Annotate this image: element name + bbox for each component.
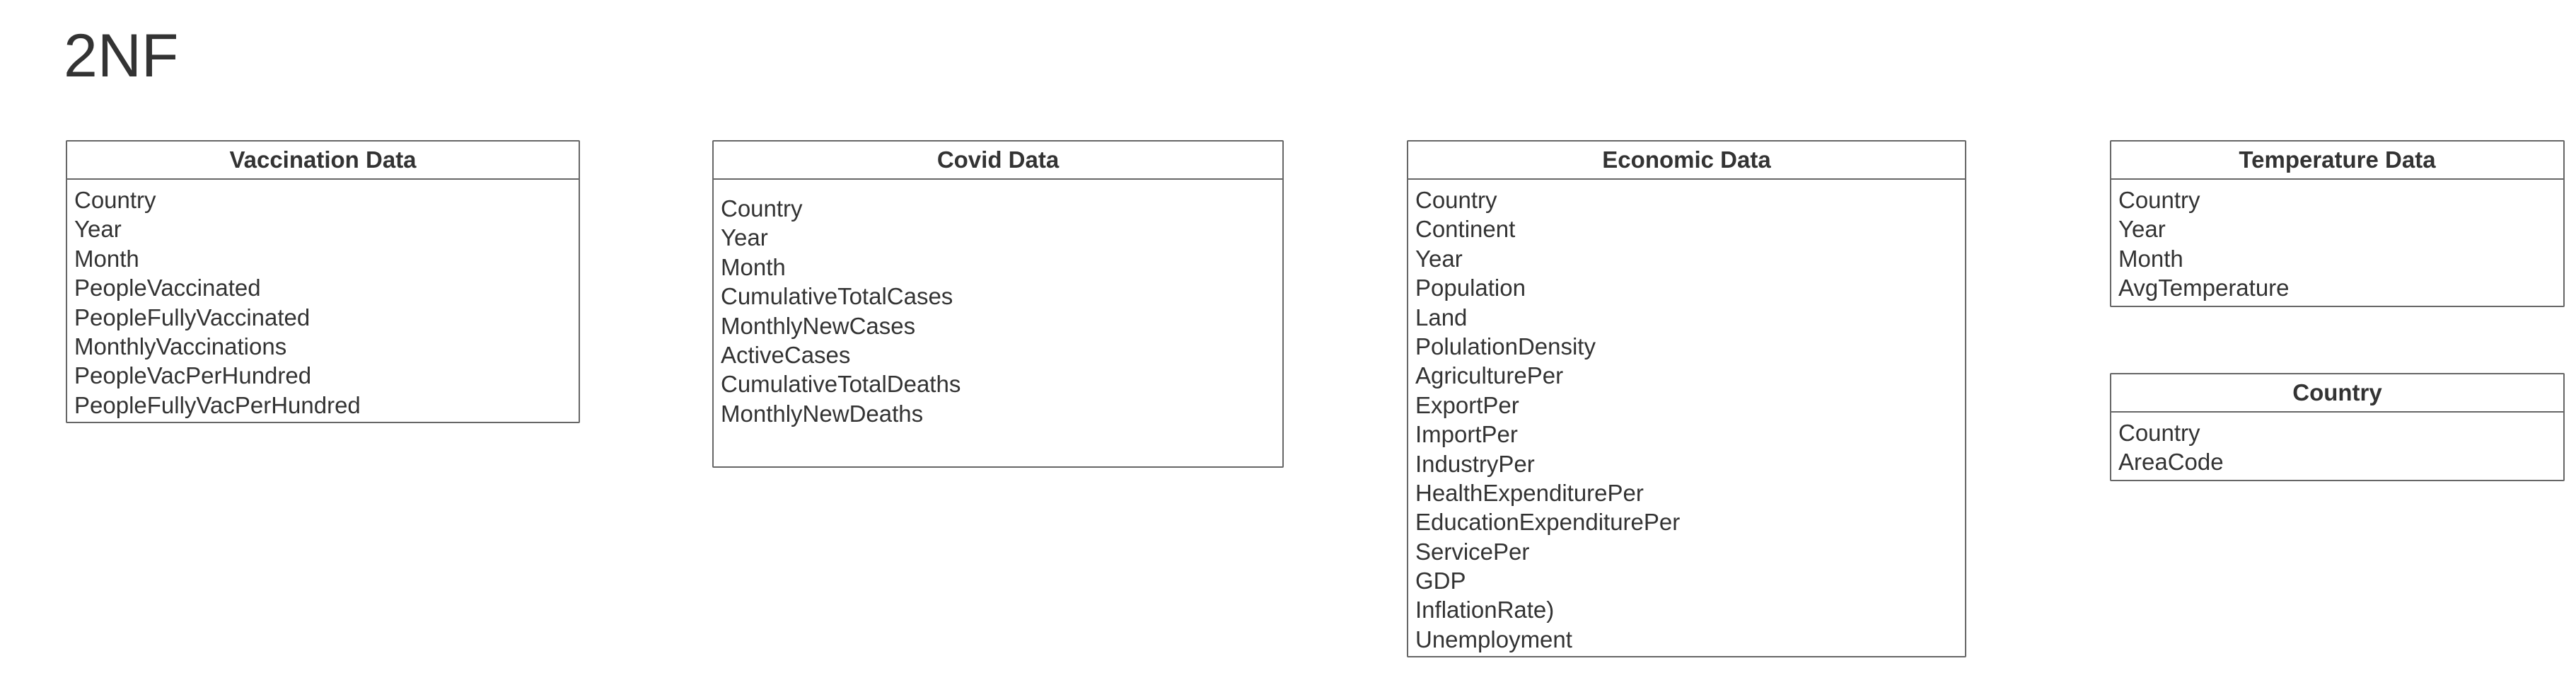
entity-fields bbox=[1408, 180, 1965, 654]
entity-field: ServicePer bbox=[1415, 538, 1530, 565]
entity-field: Country bbox=[74, 187, 156, 213]
entity-field: Country bbox=[1415, 187, 1497, 213]
entity-field: HealthExpenditurePer bbox=[1415, 479, 1644, 506]
entity-covid-data[interactable] bbox=[712, 140, 1284, 468]
entity-field: Country bbox=[2118, 420, 2200, 446]
entity-field: Continent bbox=[1415, 216, 1516, 243]
entity-field: MonthlyNewDeaths bbox=[721, 400, 924, 427]
entity-field: EducationExpenditurePer bbox=[1415, 509, 1681, 536]
entity-field: Country bbox=[2118, 187, 2200, 213]
entity-field: Year bbox=[721, 224, 768, 251]
entity-fields bbox=[2111, 180, 2563, 303]
entity-field: Month bbox=[721, 253, 786, 280]
entity-field: IndustryPer bbox=[1415, 450, 1535, 477]
entity-title: Economic Data bbox=[1408, 142, 1965, 180]
entity-field: CumulativeTotalCases bbox=[721, 283, 953, 310]
entity-field: Year bbox=[2118, 216, 2166, 243]
entity-field: PeopleFullyVacPerHundred bbox=[74, 391, 361, 418]
entity-temperature-data[interactable] bbox=[2110, 140, 2565, 307]
entity-field: ActiveCases bbox=[721, 341, 851, 368]
entity-fields bbox=[2111, 413, 2563, 477]
entity-fields bbox=[67, 180, 579, 420]
entity-title: Vaccination Data bbox=[67, 142, 579, 180]
entity-vaccination-data[interactable] bbox=[66, 140, 580, 423]
entity-field: CumulativeTotalDeaths bbox=[721, 371, 961, 398]
entity-economic-data[interactable] bbox=[1407, 140, 1966, 657]
entity-field: PolulationDensity bbox=[1415, 333, 1596, 359]
entity-field: AgriculturePer bbox=[1415, 362, 1564, 389]
entity-field: PeopleFullyVaccinated bbox=[74, 304, 311, 330]
entity-field: Land bbox=[1415, 304, 1468, 330]
entity-field: MonthlyVaccinations bbox=[74, 333, 287, 359]
entity-title: Temperature Data bbox=[2111, 142, 2563, 180]
entity-field: Month bbox=[2118, 245, 2183, 272]
entity-fields bbox=[714, 180, 1282, 428]
entity-field: AvgTemperature bbox=[2118, 275, 2290, 301]
entity-field: Year bbox=[1415, 245, 1463, 272]
entity-field: ImportPer bbox=[1415, 421, 1518, 448]
entity-country[interactable] bbox=[2110, 373, 2565, 481]
entity-field: Unemployment bbox=[1415, 626, 1572, 652]
entity-field: Year bbox=[74, 216, 122, 243]
entity-field: GDP bbox=[1415, 568, 1466, 594]
entity-field: MonthlyNewCases bbox=[721, 312, 916, 339]
entity-title: Covid Data bbox=[714, 142, 1282, 180]
entity-field: PeopleVaccinated bbox=[74, 275, 261, 301]
entity-field: AreaCode bbox=[2118, 449, 2224, 476]
entity-field: InflationRate) bbox=[1415, 597, 1555, 623]
page-title: 2NF bbox=[64, 22, 179, 90]
entity-field: Month bbox=[74, 245, 139, 272]
entity-field: PeopleVacPerHundred bbox=[74, 362, 312, 389]
entity-field: Population bbox=[1415, 275, 1526, 301]
entity-field: Country bbox=[721, 195, 803, 222]
entity-field: ExportPer bbox=[1415, 391, 1519, 418]
entity-title: Country bbox=[2111, 374, 2563, 413]
